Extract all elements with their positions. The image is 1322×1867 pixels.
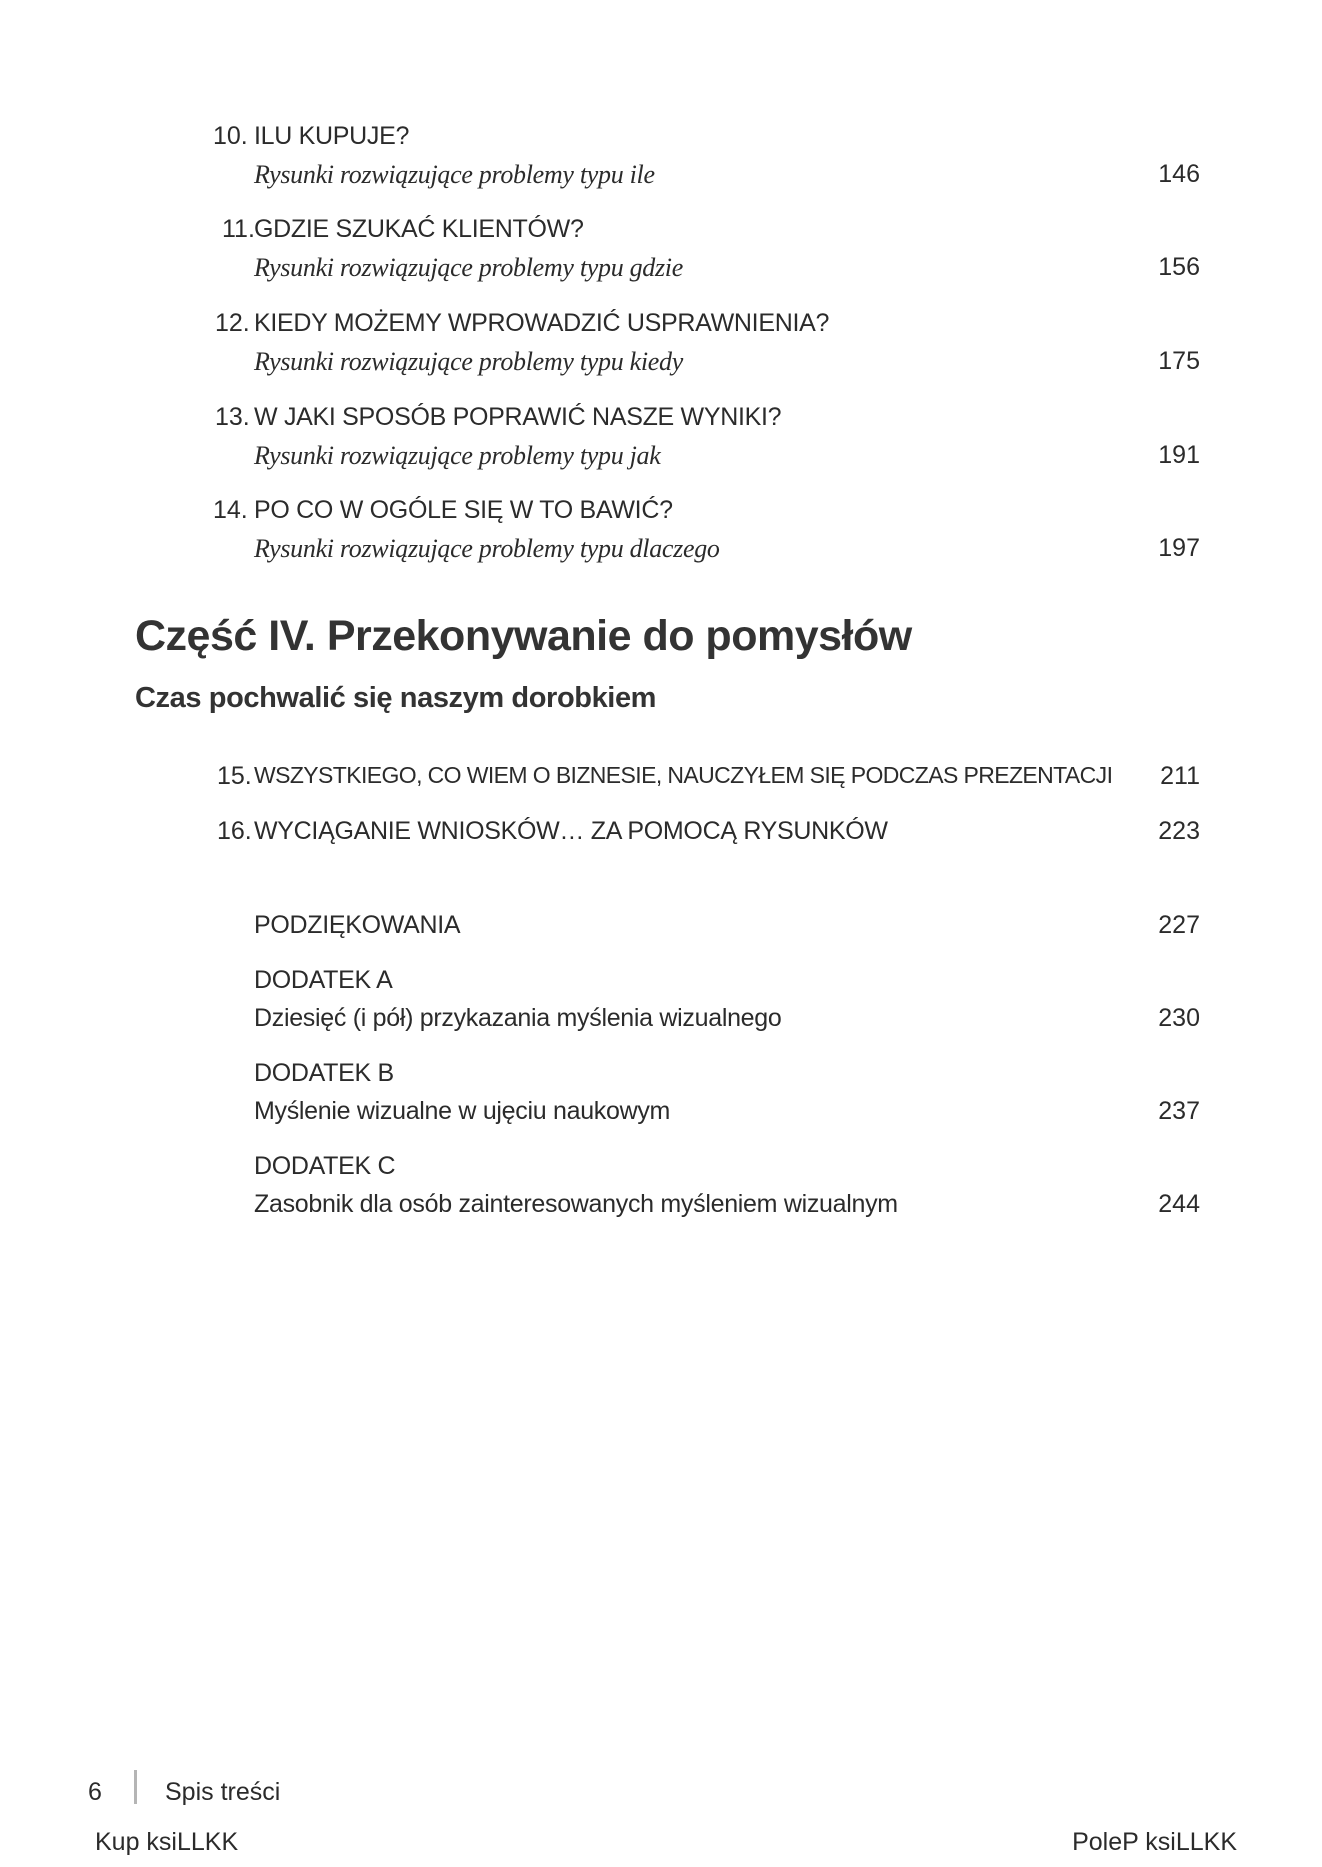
chapter-page-number: 156 (1158, 253, 1200, 281)
chapter-page-number: 146 (1158, 160, 1200, 188)
chapter-subtitle: Rysunki rozwiązujące problemy typu jak (254, 441, 661, 470)
chapter-title: KIEDY MOŻEMY WPROWADZIĆ USPRAWNIENIA? (254, 309, 830, 337)
back-matter-page-number: 244 (1158, 1190, 1200, 1218)
back-matter-page-number: 227 (1158, 911, 1200, 939)
chapter-number: 15. (217, 762, 252, 790)
back-matter-title: DODATEK C (254, 1152, 396, 1180)
chapter-title: WYCIĄGANIE WNIOSKÓW… ZA POMOCĄ RYSUNKÓW (254, 817, 888, 845)
chapter-title: WSZYSTKIEGO, CO WIEM O BIZNESIE, NAUCZYŁEM SIĘ PODCZAS PREZENTACJI (254, 762, 1113, 788)
chapter-page-number: 211 (1160, 762, 1200, 790)
chapter-number: 14. (213, 496, 248, 524)
chapter-title: PO CO W OGÓLE SIĘ W TO BAWIĆ? (254, 496, 673, 524)
back-matter-page-number: 237 (1158, 1097, 1200, 1125)
chapter-number: 13. (215, 403, 250, 431)
footer-page-number: 6 (88, 1778, 102, 1806)
chapter-number: 10. (213, 122, 248, 150)
footer-divider (134, 1770, 137, 1804)
back-matter-subtitle: Dziesięć (i pół) przykazania myślenia wizualnego (254, 1004, 782, 1032)
back-matter-subtitle: Zasobnik dla osób zainteresowanych myśleniem wizualnym (254, 1190, 898, 1218)
chapter-page-number: 197 (1158, 534, 1200, 562)
chapter-subtitle: Rysunki rozwiązujące problemy typu ile (254, 160, 655, 189)
chapter-number: 16. (217, 817, 252, 845)
back-matter-subtitle: Myślenie wizualne w ujęciu naukowym (254, 1097, 671, 1125)
chapter-title: W JAKI SPOSÓB POPRAWIĆ NASZE WYNIKI? (254, 403, 782, 431)
part-subtitle: Czas pochwalić się naszym dorobkiem (135, 682, 657, 714)
chapter-subtitle: Rysunki rozwiązujące problemy typu kiedy (254, 347, 683, 376)
chapter-number: 11. (222, 215, 255, 243)
chapter-subtitle: Rysunki rozwiązujące problemy typu gdzie (254, 253, 683, 282)
buy-book-link[interactable]: Kup ksiLLKK (95, 1828, 239, 1856)
chapter-number: 12. (215, 309, 250, 337)
chapter-title: ILU KUPUJE? (254, 122, 410, 150)
chapter-page-number: 175 (1158, 347, 1200, 375)
chapter-title: GDZIE SZUKAĆ KLIENTÓW? (254, 215, 584, 243)
back-matter-page-number: 230 (1158, 1004, 1200, 1032)
footer-section-name: Spis treści (165, 1778, 281, 1806)
back-matter-title: PODZIĘKOWANIA (254, 911, 461, 939)
back-matter-title: DODATEK A (254, 966, 393, 994)
chapter-page-number: 223 (1158, 817, 1200, 845)
back-matter-title: DODATEK B (254, 1059, 394, 1087)
rate-book-link[interactable]: PoleP ksiLLKK (1072, 1828, 1237, 1856)
part-title: Część IV. Przekonywanie do pomysłów (135, 612, 912, 660)
chapter-page-number: 191 (1158, 441, 1200, 469)
chapter-subtitle: Rysunki rozwiązujące problemy typu dlaczego (254, 534, 720, 563)
